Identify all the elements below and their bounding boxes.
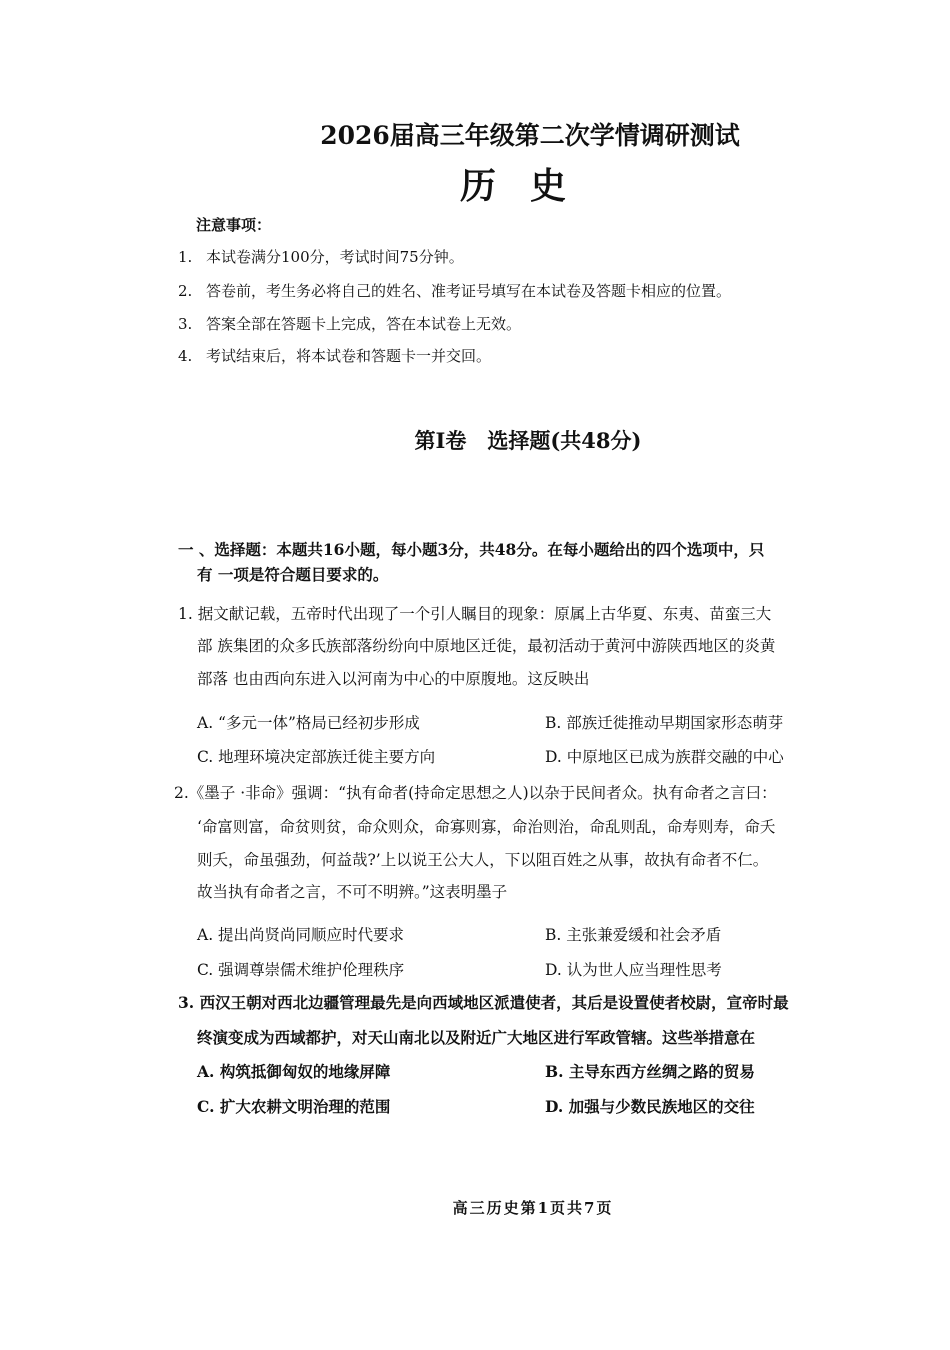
question-1-option-c: C. 地理环境决定部族迁徙主要方向 bbox=[197, 748, 436, 766]
question-2-option-c: C. 强调尊崇儒术维护伦理秩序 bbox=[197, 961, 405, 979]
section-instructions: 有 一项是符合题目要求的。 bbox=[197, 565, 389, 584]
question-3-option-b: B. 主导东西方丝绸之路的贸易 bbox=[545, 1062, 755, 1081]
question-3-option-d: D. 加强与少数民族地区的交往 bbox=[545, 1097, 755, 1116]
question-2-line: ‘命富则富，命贫则贫，命众则众，命寡则寡，命治则治，命乱则乱，命寿则寿，命夭 bbox=[197, 818, 776, 836]
question-1-line: 1. 据文献记载，五帝时代出现了一个引人瞩目的现象：原属上古华夏、东夷、苗蛮三大 bbox=[178, 605, 772, 623]
notice-item: 3. 答案全部在答题卡上完成，答在本试卷上无效。 bbox=[178, 315, 522, 333]
question-3-line: 3. 西汉王朝对西北边疆管理最先是向西域地区派遣使者，其后是设置使者校尉，宣帝时最 bbox=[178, 993, 789, 1012]
notice-item: 2. 答卷前，考生务必将自己的姓名、准考证号填写在本试卷及答题卡相应的位置。 bbox=[178, 282, 732, 300]
section-instructions: 一 、选择题：本题共16小题，每小题3分，共48分。在每小题给出的四个选项中，只 bbox=[178, 540, 765, 559]
notice-item: 4. 考试结束后，将本试卷和答题卡一并交回。 bbox=[178, 347, 492, 365]
question-3-option-c: C. 扩大农耕文明治理的范围 bbox=[197, 1097, 391, 1116]
notice-item: 1. 本试卷满分100分，考试时间75分钟。 bbox=[178, 248, 464, 266]
question-2-option-a: A. 提出尚贤尚同顺应时代要求 bbox=[197, 926, 405, 944]
question-1-option-a: A. “多元一体”格局已经初步形成 bbox=[197, 714, 420, 732]
question-1-option-b: B. 部族迁徙推动早期国家形态萌芽 bbox=[545, 714, 784, 732]
question-1-option-d: D. 中原地区已成为族群交融的中心 bbox=[545, 748, 784, 766]
section-title: 第I卷 选择题(共48分) bbox=[414, 428, 642, 453]
question-2-option-d: D. 认为世人应当理性思考 bbox=[545, 961, 722, 979]
question-3-line: 终演变成为西域都护，对天山南北以及附近广大地区进行军政管辖。这些举措意在 bbox=[197, 1028, 756, 1047]
exam-title: 2026届高三年级第二次学情调研测试 bbox=[320, 121, 740, 150]
question-3-option-a: A. 构筑抵御匈奴的地缘屏障 bbox=[197, 1062, 391, 1081]
question-2-line: 故当执有命者之言，不可不明辨。”这表明墨子 bbox=[197, 883, 508, 901]
page-footer: 高三历史第1页共7页 bbox=[452, 1199, 614, 1217]
question-1-line: 部 族集团的众多氏族部落纷纷向中原地区迁徙，最初活动于黄河中游陕西地区的炎黄 bbox=[197, 637, 776, 655]
subject-title: 历史 bbox=[459, 165, 600, 207]
question-1-line: 部落 也由西向东进入以河南为中心的中原腹地。这反映出 bbox=[197, 670, 590, 688]
question-2-line: 2.《墨子 ·非命》强调：“执有命者(持命定思想之人)以杂于民间者众。执有命者之言曰： bbox=[174, 784, 777, 802]
question-2-line: 则夭，命虽强劲，何益哉?’上以说王公大人，下以阻百姓之从事，故执有命者不仁。 bbox=[197, 851, 769, 869]
notice-heading: 注意事项： bbox=[196, 216, 272, 234]
question-2-option-b: B. 主张兼爱缓和社会矛盾 bbox=[545, 926, 722, 944]
